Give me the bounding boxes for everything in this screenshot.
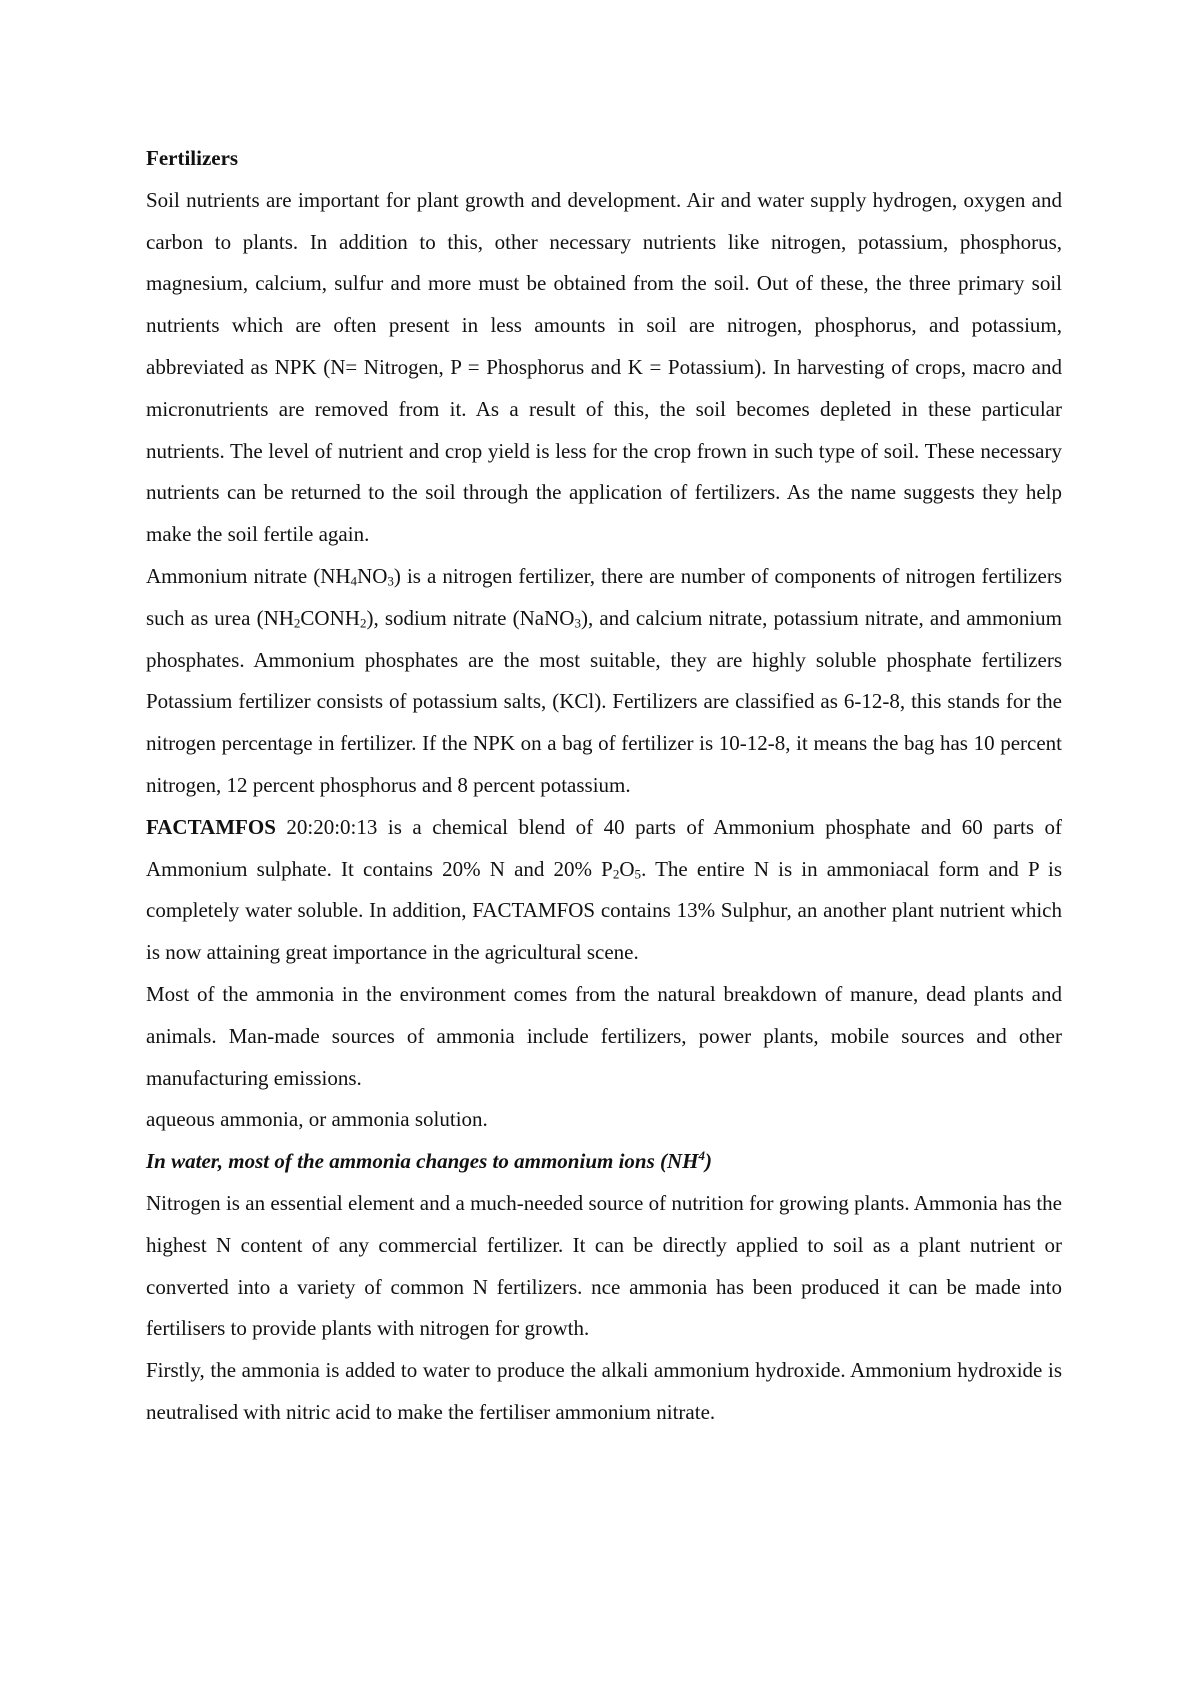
text-run: . The entire N is in ammoniacal form and P is completely water soluble. In addition, FACTAMFOS contains 13% Sulphur, an another plant nutrient which is now attaining great importance in the agricultural scene. xyxy=(146,856,1063,965)
superscript: 4 xyxy=(698,1148,706,1164)
text-run: ), sodium nitrate (NaNO xyxy=(366,605,575,630)
text-run: NO xyxy=(357,563,388,588)
subheading-ammonium-ions xyxy=(146,1141,1062,1183)
document-title: Fertilizers xyxy=(146,146,239,170)
subscript: 5 xyxy=(634,866,642,882)
paragraph-ammonium-nitrate xyxy=(146,556,1062,807)
paragraph-soil-nutrients: Soil nutrients are important for plant growth and development. Air and water supply hydrogen, oxygen and carbon to plants. In addition to this, other necessary nutrients like nitrogen, potassium, phosphorus, magnesium, calcium, sulfur and more must be obtained from the soil. Out of these, the three primary soil nutrients which are often present in less amounts in soil are nitrogen, phosphorus, and potassium, abbreviated as NPK (N= Nitrogen, P = Phosphorus and K = Potassium). In harvesting of crops, macro and micronutrients are removed from it. As a result of this, the soil becomes depleted in these particular nutrients. The level of nutrient and crop yield is less for the crop frown in such type of soil. These necessary nutrients can be returned to the soil through the application of fertilizers. As the name suggests they help make the soil fertile again. xyxy=(146,187,1062,547)
text-run: ) xyxy=(705,1149,713,1174)
paragraph-ammonium-hydroxide: Firstly, the ammonia is added to water to produce the alkali ammonium hydroxide. Ammonium hydroxide is neutralised with nitric acid to make the fertiliser ammonium nitrate. xyxy=(146,1358,1062,1424)
text-run: 20:20:0:13 is a chemical blend of 40 parts of Ammonium phosphate and 60 parts of Ammonium sulphate. It contains 20% N and 20% P xyxy=(146,814,1062,881)
paragraph-nitrogen: Nitrogen is an essential element and a much-needed source of nutrition for growing plants. Ammonia has the highest N content of any commercial fertilizer. It can be directly applied to soil as a plant nutrient or converted into a variety of common N fertilizers. nce ammonia has been produced it can be made into fertilisers to provide plants with nitrogen for growth. xyxy=(146,1190,1062,1341)
text-run: Ammonium nitrate (NH xyxy=(146,563,351,588)
factamfos-bold: FACTAMFOS xyxy=(146,814,276,839)
text-run: ), and calcium nitrate, potassium nitrate, and ammonium phosphates. Ammonium phosphates are the most suitable, they are highly soluble phosphate fertilizers Potassium fertilizer consists of potassium salts, (KCl). Fertilizers are classified as 6-12-8, this stands for the nitrogen percentage in fertilizer. If the NPK on a bag of fertilizer is 10-12-8, it means the bag has 10 percent nitrogen, 12 percent phosphorus and 8 percent potassium. xyxy=(146,605,1062,797)
text-run: In water, most of the ammonia changes to ammonium ions (NH xyxy=(146,1149,699,1174)
subscript: 2 xyxy=(293,615,301,631)
paragraph-ammonia-sources: Most of the ammonia in the environment comes from the natural breakdown of manure, dead plants and animals. Man-made sources of ammonia include fertilizers, power plants, mobile sources and other manufacturing emissions. xyxy=(146,981,1062,1090)
paragraph-factamfos xyxy=(146,807,1062,974)
subscript: 2 xyxy=(612,866,620,882)
subscript: 3 xyxy=(387,573,394,589)
subscript: 2 xyxy=(359,615,367,631)
text-run: O xyxy=(619,856,635,881)
subscript: 4 xyxy=(350,573,358,589)
text-run: ) is a nitrogen fertilizer, there are number of components of nitrogen fertilizers such as urea (NH xyxy=(146,563,1062,630)
text-run: CONH xyxy=(300,605,360,630)
paragraph-aqueous-ammonia: aqueous ammonia, or ammonia solution. xyxy=(146,1107,488,1132)
document-page xyxy=(146,138,1062,1434)
subscript: 3 xyxy=(574,615,581,631)
